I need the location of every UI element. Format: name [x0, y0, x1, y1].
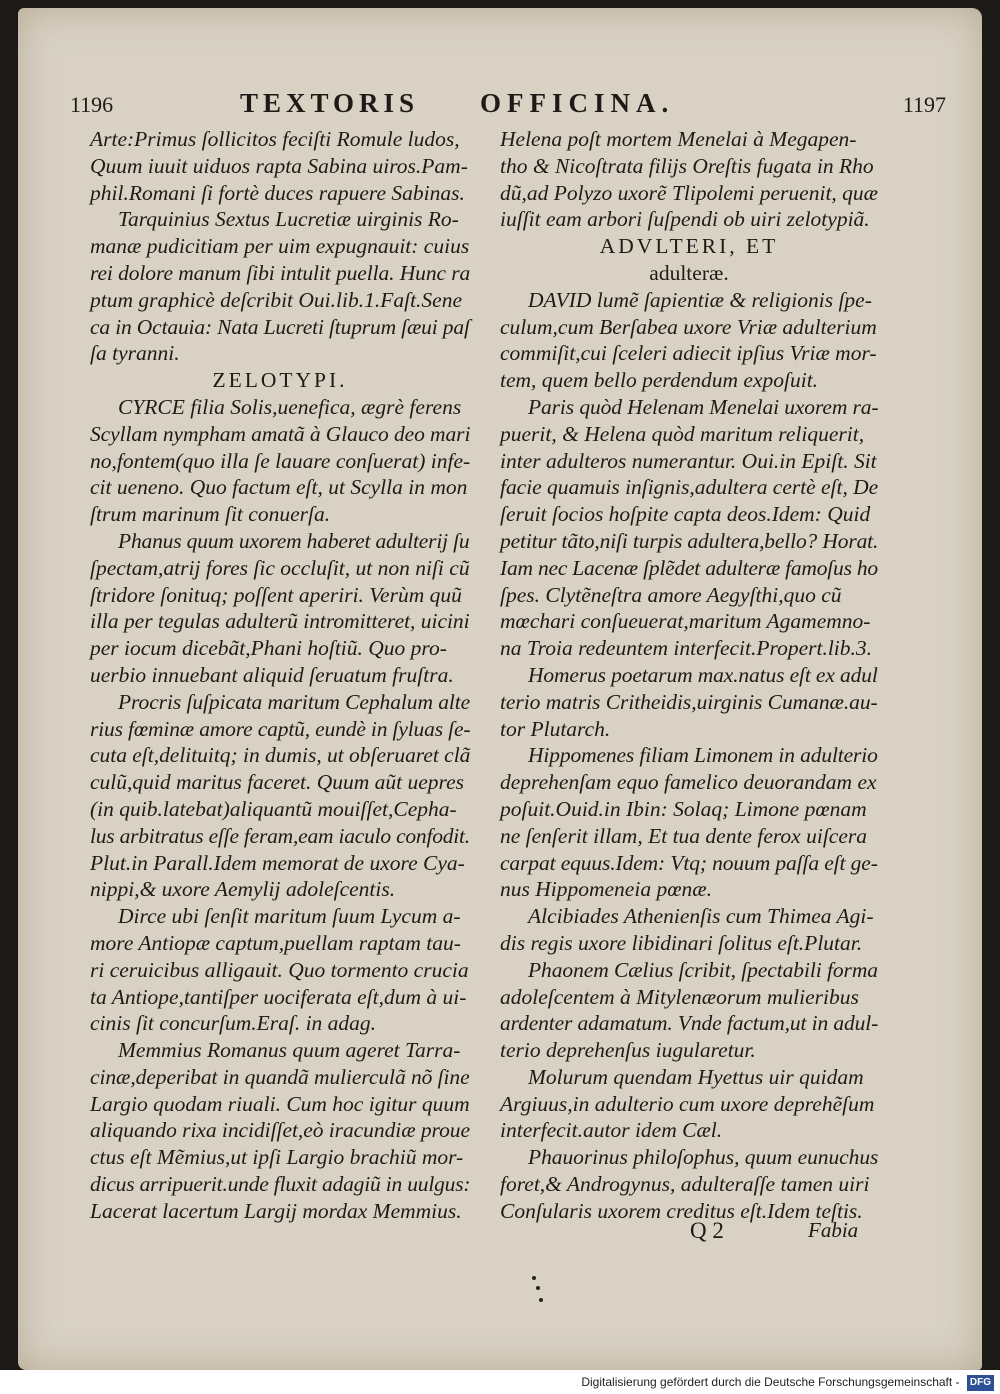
text-line: cit ueneno. Quo factum eſt, ut Scylla in mon — [90, 475, 468, 500]
text-line: ZELOTYPI. — [212, 368, 348, 393]
text-line: Quum iuuit uiduos rapta Sabina uiros.Pam- — [90, 153, 468, 178]
text-line: petitur tãto,niſi turpis adultera,bello? Horat. — [500, 528, 879, 553]
text-line: foret,& Androgynus, adulteraſſe tamen uiri — [500, 1172, 870, 1197]
text-line: tor Plutarch. — [500, 716, 611, 741]
text-line: uerbio innuebant aliquid ſeruatum fruſtra. — [90, 662, 454, 687]
text-line: terio deprehenſus iugularetur. — [500, 1038, 756, 1063]
text-line: Phanus quum uxorem haberet adulterij ſu — [118, 528, 470, 553]
text-line: more Antiopæ captum,puellam raptam tau- — [90, 930, 461, 955]
text-line: ſtrum marinum ſit conuerſa. — [90, 502, 331, 527]
text-line: (in quib.latebat)aliquantũ mouiſſet,Cepha- — [90, 796, 457, 821]
catchword: Fabia — [808, 1218, 859, 1242]
text-line: dis regis uxore libidinari ſolitus eſt.Plutar. — [500, 930, 863, 955]
text-line: Iam nec Lacenæ ſplẽdet adulteræ famoſus ho — [500, 555, 878, 580]
text-line: no,fontem(quo illa ſe lauare conſuerat) infe- — [90, 448, 471, 473]
text-line: Phauorinus philoſophus, quum eunuchus — [528, 1145, 879, 1170]
text-line: adulteræ. — [649, 260, 729, 285]
text-line: ardenter adamatum. Vnde factum,ut in adul- — [500, 1011, 879, 1036]
text-line: interfecit.autor idem Cæl. — [500, 1118, 723, 1143]
text-line: ſpes. Clytẽneſtra amore Aegyſthi,quo cũ — [500, 582, 842, 607]
text-line: culũ,quid maritus faceret. Quum aũt uepres — [90, 770, 465, 795]
text-line: poſuit.Ouid.in Ibin: Solaq; Limone pœnam — [500, 796, 867, 821]
text-line: ri ceruicibus alligauit. Quo tormento crucia — [90, 957, 469, 982]
text-line: culum,cum Berſabea uxore Vriæ adulterium — [500, 314, 877, 339]
text-line: ſeruit ſocios hoſpite capta deos.Idem: Quid — [500, 502, 871, 527]
text-line: illa per tegulas adulterũ intromitteret, uicini — [90, 609, 470, 634]
text-line: Largio quodam riuali. Cum hoc igitur quum — [90, 1091, 470, 1116]
text-line: Phaonem Cælius ſcribit, ſpectabili forma — [528, 957, 878, 982]
text-line: Conſularis uxorem creditus eſt.Idem teſtis. — [500, 1198, 863, 1223]
text-line: rei dolore manum ſibi intulit puella. Hunc ra — [90, 260, 471, 285]
text-line: commiſit,cui ſceleri adiecit ipſius Vriæ mor- — [500, 341, 877, 366]
text-line: ne ſenſerit illam, Et tua dente ferox uiſcera — [500, 823, 868, 848]
text-line: phil.Romani ſi fortè duces rapuere Sabinas. — [90, 180, 465, 205]
text-line: na Troia redeuntem interfecit.Propert.lib.3. — [500, 636, 873, 661]
text-line: per iocum dicebãt,Phani hoſtiũ. Quo pro- — [90, 636, 447, 661]
running-title-right: OFFICINA. — [480, 88, 675, 118]
text-line: Scyllam nympham amatã à Glauco deo mari — [90, 421, 471, 446]
text-line: Homerus poetarum max.natus eſt ex adul — [528, 662, 878, 687]
text-line: manæ pudicitiam per uim expugnauit: cuius — [90, 234, 470, 259]
dfg-logo: DFG — [967, 1375, 994, 1391]
running-title-left: TEXTORIS — [240, 88, 420, 118]
text-line: ctus eſt Mẽmius,ut ipſi Largio brachiũ mor- — [90, 1145, 464, 1170]
text-line: rius fœminæ amore captũ, eundè in ſyluas ſe- — [90, 716, 471, 741]
text-line: Memmius Romanus quum ageret Tarra- — [118, 1038, 461, 1063]
text-line: Hippomenes filiam Limonem in adulterio — [528, 743, 878, 768]
text-line: Paris quòd Helenam Menelai uxorem ra- — [528, 394, 879, 419]
text-line: Alcibiades Athenienſis cum Thimea Agi- — [528, 904, 874, 929]
text-line: nus Hippomeneia pœnæ. — [500, 877, 713, 902]
running-header — [70, 88, 946, 128]
text-line: ADVLTERI, ET — [599, 234, 779, 259]
text-line: facie quamuis inſignis,adultera certè eſt, De — [500, 475, 879, 500]
page-number-left: 1196 — [70, 92, 114, 117]
text-line: CYRCE filia Solis,uenefica, ægrè ferens — [118, 394, 462, 419]
digitization-notice-bar — [0, 1370, 1000, 1394]
text-line: Molurum quendam Hyettus uir quidam — [528, 1064, 864, 1089]
right-text-column — [500, 126, 878, 1225]
text-line: dũ,ad Polyzo uxorẽ Tlipolemi peruenit, quæ — [500, 180, 879, 205]
text-line: inter adulteros numerantur. Oui.in Epiſt. Sit — [500, 448, 877, 473]
signature-mark: Q 2 — [690, 1218, 724, 1243]
text-line: mœchari conſueuerat,maritum Agamemno- — [500, 609, 871, 634]
text-line: carpat equus.Idem: Vtq; nouum paſſa eſt ge- — [500, 850, 878, 875]
page-number-right: 1197 — [902, 92, 946, 117]
text-line: terio matris Critheidis,uirginis Cumanæ.au- — [500, 689, 878, 714]
text-line: puerit, & Helena quòd maritum reliquerit, — [500, 421, 865, 446]
text-line: tem, quem bello perdendum expoſuit. — [500, 368, 819, 393]
text-line: lus arbitratus eſſe feram,eam iaculo confodit. — [90, 823, 470, 848]
text-line: cinis ſit concurſum.Eraſ. in adag. — [90, 1011, 377, 1036]
text-line: Plut.in Parall.Idem memorat de uxore Cya- — [90, 850, 465, 875]
text-line: DAVID lumẽ ſapientiæ & religionis ſpe- — [528, 287, 872, 312]
text-line: ſtridore ſonituq; poſſent aperiri. Verùm quũ — [90, 582, 462, 607]
text-line: Tarquinius Sextus Lucretiæ uirginis Ro- — [118, 207, 459, 232]
text-line: cinæ,deperibat in quandã mulierculã nõ ſine — [90, 1064, 470, 1089]
text-line: Arte:Primus ſollicitos feciſti Romule ludos, — [90, 127, 460, 151]
text-line: aliquando rixa incidiſſet,eò iracundiæ proue — [90, 1118, 470, 1143]
text-line: Lacerat lacertum Largij mordax Memmius. — [90, 1198, 462, 1223]
digitization-notice: Digitalisierung gefördert durch die Deutsche Forschungsgemeinschaft - — [581, 1375, 960, 1389]
text-line: adoleſcentem à Mitylenæorum mulieribus — [500, 984, 859, 1009]
text-line: cuta eſt,delituitq; in dumis, ut obſeruaret clã — [90, 743, 471, 768]
text-line: nippi,& uxore Aemylij adoleſcentis. — [90, 877, 396, 902]
text-line: Dirce ubi ſenſit maritum ſuum Lycum a- — [118, 904, 461, 929]
ink-specks — [530, 1276, 544, 1312]
book-page — [18, 8, 982, 1370]
text-line: Argiuus,in adulterio cum uxore deprehẽſum — [500, 1091, 875, 1116]
text-line: iuſſit eam arbori ſuſpendi ob uiri zelotypiã. — [500, 207, 870, 232]
text-line: ſa tyranni. — [90, 341, 180, 366]
text-line: Procris ſuſpicata maritum Cephalum alte — [118, 689, 471, 714]
text-line: ſpectam,atrij fores ſic occluſit, ut non niſi cũ — [90, 555, 470, 580]
text-line: deprehenſam equo famelico deuorandam ex — [500, 770, 877, 795]
left-text-column — [90, 126, 470, 1225]
text-line: Helena poſt mortem Menelai à Megapen- — [500, 127, 857, 151]
text-line: tho & Nicoſtrata filijs Oreſtis fugata in Rho — [500, 153, 874, 178]
text-line: dicus arripuerit.unde fluxit adagiũ in uulgus: — [90, 1172, 471, 1197]
text-line: ptum graphicè deſcribit Oui.lib.1.Faſt.Sene — [90, 287, 463, 312]
text-line: ta Antiope,tantiſper uociferata eſt,dum à ui- — [90, 984, 467, 1009]
text-line: ca in Octauia: Nata Lucreti ſtuprum ſæui paſ — [90, 314, 470, 339]
